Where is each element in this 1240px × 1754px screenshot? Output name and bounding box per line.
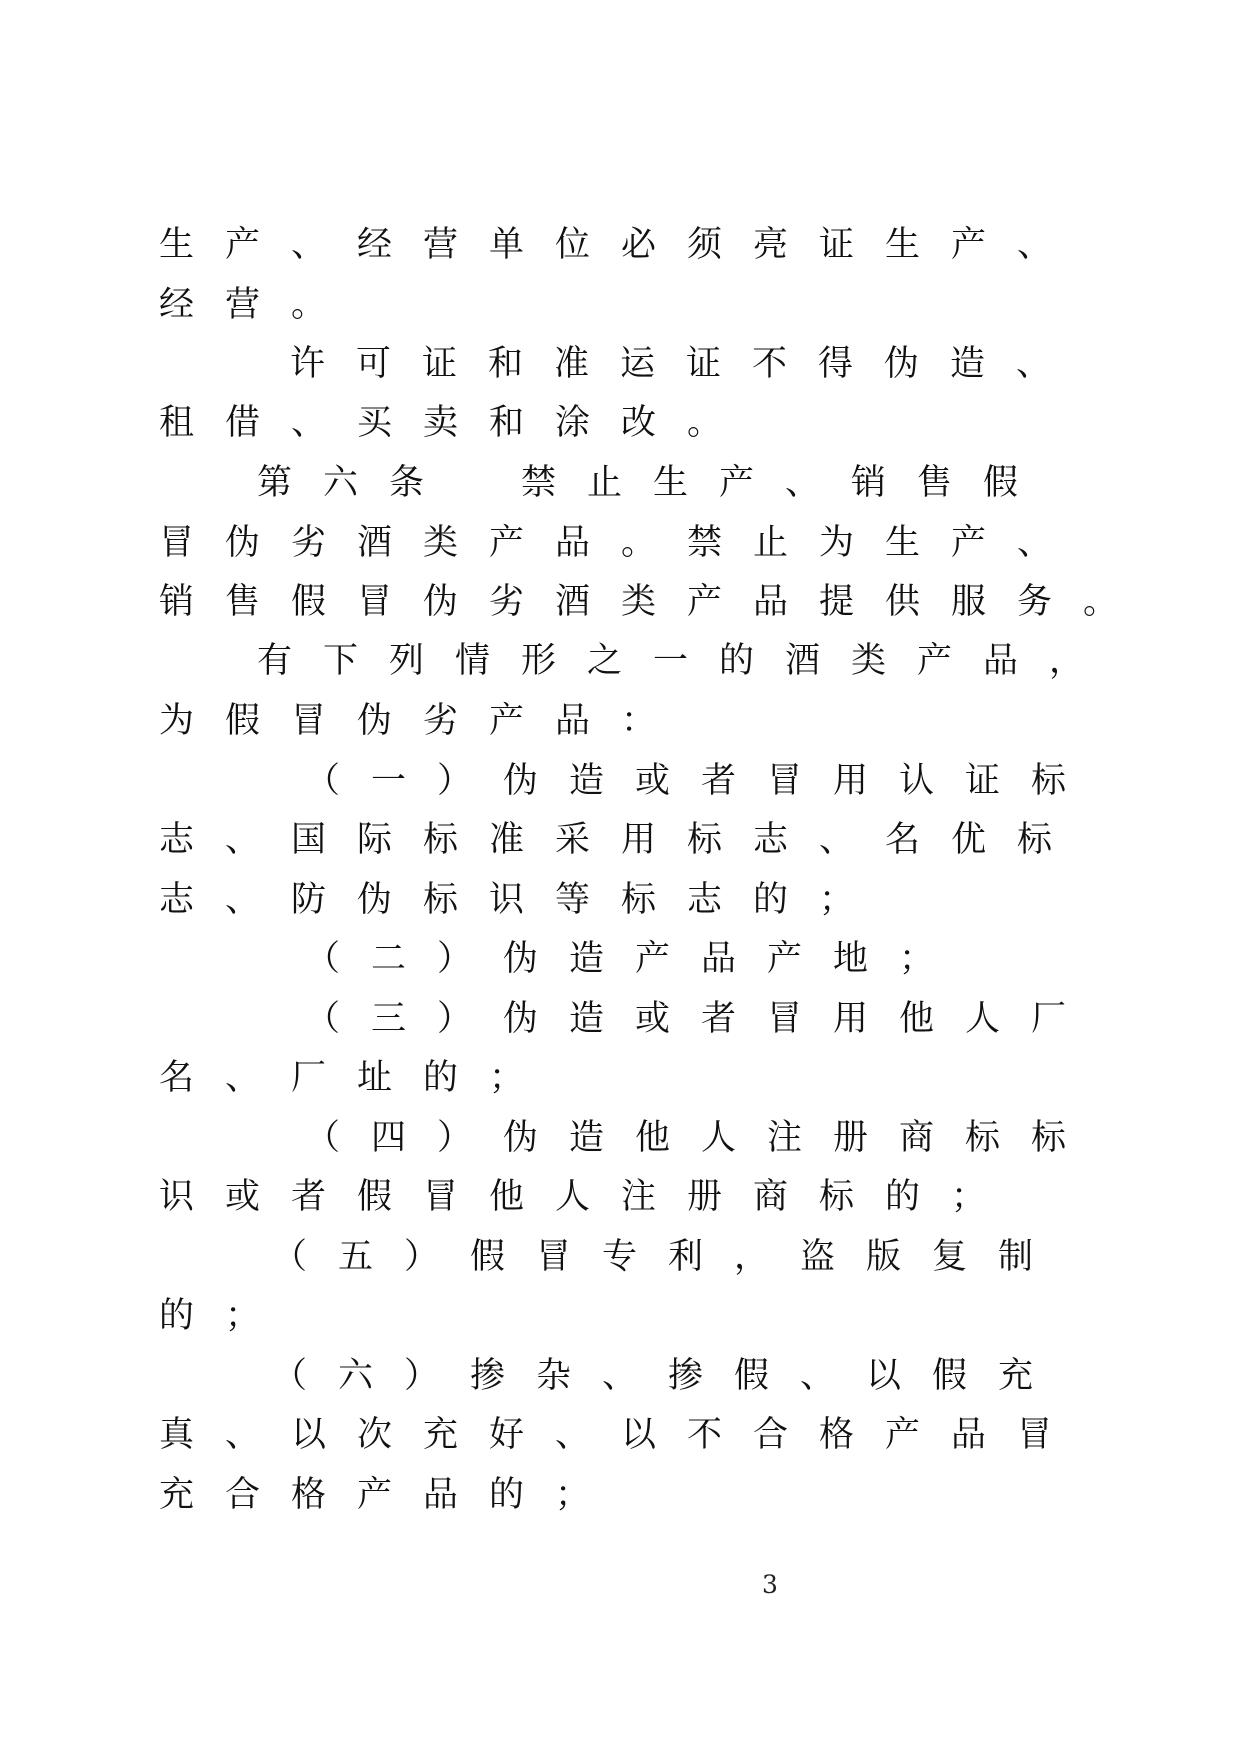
glyph: 志 <box>159 879 195 920</box>
glyph: 造 <box>569 1117 605 1158</box>
glyph: 生 <box>885 224 921 265</box>
glyph: 复 <box>932 1236 968 1277</box>
glyph: ， <box>1049 640 1085 681</box>
glyph: 五 <box>338 1236 374 1277</box>
glyph: 注 <box>767 1117 803 1158</box>
glyph: 的 <box>159 1295 195 1336</box>
glyph: 得 <box>818 343 854 384</box>
glyph: ： <box>621 700 657 741</box>
glyph: 之 <box>587 640 623 681</box>
glyph: 冒 <box>767 760 803 801</box>
text-line <box>159 1286 291 1346</box>
glyph: 次 <box>357 1414 393 1455</box>
glyph: 冒 <box>1017 1414 1053 1455</box>
list-item-line <box>305 929 965 989</box>
glyph: 产 <box>917 640 953 681</box>
glyph: 品 <box>701 938 737 979</box>
glyph: 产 <box>885 1414 921 1455</box>
glyph: 劣 <box>489 581 525 622</box>
glyph: 人 <box>555 1176 591 1217</box>
text-line <box>159 1465 621 1525</box>
glyph: 以 <box>291 1414 327 1455</box>
glyph: ） <box>437 998 473 1039</box>
glyph: 盗 <box>800 1236 836 1277</box>
glyph: 或 <box>635 998 671 1039</box>
glyph: 冒 <box>767 998 803 1039</box>
text-line <box>159 870 885 930</box>
glyph: 伪 <box>503 938 539 979</box>
text-line <box>159 810 1083 870</box>
glyph: 的 <box>885 1176 921 1217</box>
glyph: 的 <box>489 1474 525 1515</box>
glyph: 格 <box>819 1414 855 1455</box>
glyph: 有 <box>257 640 293 681</box>
glyph: （ <box>305 760 341 801</box>
list-item-line <box>305 989 1097 1049</box>
glyph: 止 <box>587 462 623 503</box>
glyph: 冒 <box>357 581 393 622</box>
glyph: 列 <box>389 640 425 681</box>
glyph: 营 <box>423 224 459 265</box>
glyph: 合 <box>225 1474 261 1515</box>
glyph: 禁 <box>521 462 557 503</box>
glyph: 、 <box>819 819 855 860</box>
glyph: 产 <box>635 938 671 979</box>
text-line <box>159 1167 1017 1227</box>
glyph: 冒 <box>291 700 327 741</box>
glyph: 标 <box>819 1176 855 1217</box>
glyph: 人 <box>965 998 1001 1039</box>
glyph: 防 <box>291 879 327 920</box>
text-line <box>257 631 1115 691</box>
glyph: 标 <box>1017 819 1053 860</box>
glyph: 制 <box>998 1236 1034 1277</box>
glyph: 伪 <box>225 522 261 563</box>
glyph: 售 <box>225 581 261 622</box>
glyph: 可 <box>356 343 392 384</box>
glyph: 标 <box>423 879 459 920</box>
glyph: 注 <box>621 1176 657 1217</box>
glyph: 产 <box>225 224 261 265</box>
glyph: 品 <box>555 522 591 563</box>
glyph: 他 <box>635 1117 671 1158</box>
glyph: 提 <box>819 581 855 622</box>
text-line <box>159 513 1083 573</box>
glyph: 厂 <box>291 1057 327 1098</box>
glyph: 址 <box>357 1057 393 1098</box>
glyph: 的 <box>423 1057 459 1098</box>
glyph: 伪 <box>357 700 393 741</box>
glyph: 产 <box>489 522 525 563</box>
glyph: 须 <box>687 224 723 265</box>
glyph: 造 <box>569 760 605 801</box>
glyph: 生 <box>885 522 921 563</box>
glyph: 借 <box>225 402 261 443</box>
glyph: 识 <box>489 879 525 920</box>
glyph: 品 <box>951 1414 987 1455</box>
glyph: 劣 <box>423 700 459 741</box>
glyph: 许 <box>290 343 326 384</box>
glyph: 册 <box>687 1176 723 1217</box>
glyph: 服 <box>951 581 987 622</box>
glyph: 冒 <box>536 1236 572 1277</box>
glyph: 。 <box>687 402 723 443</box>
glyph: 和 <box>488 343 524 384</box>
glyph: 等 <box>555 879 591 920</box>
glyph: 、 <box>602 1355 638 1396</box>
glyph: 销 <box>851 462 887 503</box>
glyph: 版 <box>866 1236 902 1277</box>
glyph: 假 <box>734 1355 770 1396</box>
glyph: 四 <box>371 1117 407 1158</box>
glyph: 六 <box>338 1355 374 1396</box>
text-line <box>159 691 687 751</box>
text-line <box>159 393 753 453</box>
glyph: 品 <box>555 700 591 741</box>
glyph: 形 <box>521 640 557 681</box>
glyph: 租 <box>159 402 195 443</box>
text-line <box>159 572 1149 632</box>
glyph: 用 <box>833 760 869 801</box>
glyph: 改 <box>621 402 657 443</box>
glyph: 标 <box>1031 1117 1067 1158</box>
glyph: 以 <box>866 1355 902 1396</box>
glyph: 者 <box>291 1176 327 1217</box>
glyph: 准 <box>489 819 525 860</box>
glyph: 和 <box>489 402 525 443</box>
glyph: 用 <box>833 998 869 1039</box>
glyph: 禁 <box>687 522 723 563</box>
glyph: 、 <box>800 1355 836 1396</box>
glyph: 品 <box>753 581 789 622</box>
glyph: 经 <box>357 224 393 265</box>
glyph: 的 <box>719 640 755 681</box>
glyph: 一 <box>653 640 689 681</box>
glyph: 营 <box>225 284 261 325</box>
glyph: 伪 <box>357 879 393 920</box>
glyph: 一 <box>371 760 407 801</box>
glyph: 地 <box>833 938 869 979</box>
glyph: 位 <box>555 224 591 265</box>
glyph: 他 <box>489 1176 525 1217</box>
glyph: 合 <box>753 1414 789 1455</box>
glyph: 用 <box>621 819 657 860</box>
glyph: 经 <box>159 284 195 325</box>
glyph: 劣 <box>291 522 327 563</box>
glyph: （ <box>305 998 341 1039</box>
glyph: 伪 <box>503 760 539 801</box>
glyph: 冒 <box>423 1176 459 1217</box>
text-line <box>290 334 1082 394</box>
glyph: 假 <box>983 462 1019 503</box>
glyph: 伪 <box>884 343 920 384</box>
glyph: 者 <box>701 760 737 801</box>
glyph: 二 <box>371 938 407 979</box>
glyph: 生 <box>159 224 195 265</box>
glyph: 采 <box>555 819 591 860</box>
glyph: 条 <box>389 462 425 503</box>
glyph: 运 <box>620 343 656 384</box>
glyph: 假 <box>932 1355 968 1396</box>
glyph: 或 <box>635 760 671 801</box>
glyph: 酒 <box>555 581 591 622</box>
glyph: 认 <box>899 760 935 801</box>
glyph: 销 <box>159 581 195 622</box>
glyph: 、 <box>555 1414 591 1455</box>
glyph: 酒 <box>785 640 821 681</box>
glyph: 的 <box>753 879 789 920</box>
glyph: 为 <box>159 700 195 741</box>
glyph: 准 <box>554 343 590 384</box>
glyph: 掺 <box>668 1355 704 1396</box>
glyph: 造 <box>569 998 605 1039</box>
glyph: ） <box>437 1117 473 1158</box>
glyph: 充 <box>423 1414 459 1455</box>
list-item-line <box>305 751 1097 811</box>
glyph: 他 <box>899 998 935 1039</box>
glyph: 、 <box>225 819 261 860</box>
glyph: 标 <box>423 819 459 860</box>
glyph: 标 <box>687 819 723 860</box>
glyph: 。 <box>1083 581 1119 622</box>
glyph: 、 <box>1016 343 1052 384</box>
glyph: 不 <box>687 1414 723 1455</box>
glyph: 必 <box>621 224 657 265</box>
glyph: 产 <box>767 938 803 979</box>
glyph: 酒 <box>357 522 393 563</box>
glyph: 格 <box>291 1474 327 1515</box>
glyph: 志 <box>753 819 789 860</box>
glyph: 假 <box>225 700 261 741</box>
glyph: ） <box>437 760 473 801</box>
glyph: 不 <box>752 343 788 384</box>
glyph: 证 <box>965 760 1001 801</box>
glyph: 产 <box>719 462 755 503</box>
glyph: 、 <box>291 402 327 443</box>
glyph: 厂 <box>1031 998 1067 1039</box>
glyph: 名 <box>885 819 921 860</box>
glyph: 识 <box>159 1176 195 1217</box>
glyph: 商 <box>899 1117 935 1158</box>
glyph: 单 <box>489 224 525 265</box>
glyph: 。 <box>291 284 327 325</box>
glyph: 名 <box>159 1057 195 1098</box>
article-heading-line <box>257 453 1049 513</box>
glyph: 生 <box>653 462 689 503</box>
glyph: 六 <box>323 462 359 503</box>
glyph: 假 <box>291 581 327 622</box>
glyph: 供 <box>885 581 921 622</box>
glyph: 造 <box>569 938 605 979</box>
glyph: 买 <box>357 402 393 443</box>
glyph: 、 <box>225 1057 261 1098</box>
glyph: ） <box>437 938 473 979</box>
glyph: ； <box>899 938 935 979</box>
glyph: 、 <box>1017 522 1053 563</box>
glyph: 志 <box>687 879 723 920</box>
glyph: 优 <box>951 819 987 860</box>
glyph: ； <box>225 1295 261 1336</box>
glyph: 情 <box>455 640 491 681</box>
glyph: 品 <box>983 640 1019 681</box>
glyph: 充 <box>159 1474 195 1515</box>
glyph: 或 <box>225 1176 261 1217</box>
glyph: ； <box>819 879 855 920</box>
glyph: 止 <box>753 522 789 563</box>
glyph <box>455 466 521 501</box>
list-item-line <box>305 1108 1097 1168</box>
glyph: 类 <box>851 640 887 681</box>
text-line <box>159 215 1083 275</box>
glyph: 国 <box>291 819 327 860</box>
glyph: 产 <box>357 1474 393 1515</box>
glyph: 假 <box>470 1236 506 1277</box>
glyph: 伪 <box>503 1117 539 1158</box>
glyph: （ <box>305 1117 341 1158</box>
glyph: 类 <box>423 522 459 563</box>
glyph: 卖 <box>423 402 459 443</box>
glyph: ） <box>404 1236 440 1277</box>
list-item-line <box>272 1346 1064 1406</box>
glyph: 、 <box>225 1414 261 1455</box>
glyph: 为 <box>819 522 855 563</box>
glyph: 售 <box>917 462 953 503</box>
list-item-line <box>272 1227 1064 1287</box>
glyph: 务 <box>1017 581 1053 622</box>
glyph: （ <box>272 1236 308 1277</box>
glyph: 册 <box>833 1117 869 1158</box>
glyph: 产 <box>951 522 987 563</box>
glyph: 品 <box>423 1474 459 1515</box>
text-line <box>159 1405 1083 1465</box>
glyph: 、 <box>1017 224 1053 265</box>
glyph: 以 <box>621 1414 657 1455</box>
page-number: 3 <box>762 1570 778 1599</box>
glyph: 假 <box>357 1176 393 1217</box>
glyph: 。 <box>621 522 657 563</box>
glyph: ； <box>555 1474 591 1515</box>
glyph: 类 <box>621 581 657 622</box>
glyph: 际 <box>357 819 393 860</box>
glyph: （ <box>272 1355 308 1396</box>
glyph: 三 <box>371 998 407 1039</box>
glyph: 商 <box>753 1176 789 1217</box>
glyph: 产 <box>687 581 723 622</box>
glyph: 人 <box>701 1117 737 1158</box>
glyph: ， <box>734 1236 770 1277</box>
glyph: 证 <box>819 224 855 265</box>
glyph: 标 <box>621 879 657 920</box>
glyph: 产 <box>951 224 987 265</box>
glyph: 伪 <box>423 581 459 622</box>
glyph: 掺 <box>470 1355 506 1396</box>
glyph: 志 <box>159 819 195 860</box>
glyph: ； <box>951 1176 987 1217</box>
glyph: 、 <box>225 879 261 920</box>
glyph: 、 <box>291 224 327 265</box>
glyph: 证 <box>686 343 722 384</box>
glyph: 专 <box>602 1236 638 1277</box>
glyph: 第 <box>257 462 293 503</box>
glyph: 真 <box>159 1414 195 1455</box>
text-line <box>159 1048 555 1108</box>
glyph: 利 <box>668 1236 704 1277</box>
glyph: （ <box>305 938 341 979</box>
glyph: 杂 <box>536 1355 572 1396</box>
glyph: 标 <box>1031 760 1067 801</box>
glyph: 好 <box>489 1414 525 1455</box>
glyph: 涂 <box>555 402 591 443</box>
glyph: 冒 <box>159 522 195 563</box>
glyph: 造 <box>950 343 986 384</box>
glyph: 产 <box>489 700 525 741</box>
glyph: 证 <box>422 343 458 384</box>
glyph: 、 <box>785 462 821 503</box>
glyph: 充 <box>998 1355 1034 1396</box>
glyph: ） <box>404 1355 440 1396</box>
glyph: 者 <box>701 998 737 1039</box>
text-line <box>159 275 357 335</box>
glyph: 下 <box>323 640 359 681</box>
glyph: 标 <box>965 1117 1001 1158</box>
glyph: 伪 <box>503 998 539 1039</box>
glyph: 亮 <box>753 224 789 265</box>
glyph: ； <box>489 1057 525 1098</box>
